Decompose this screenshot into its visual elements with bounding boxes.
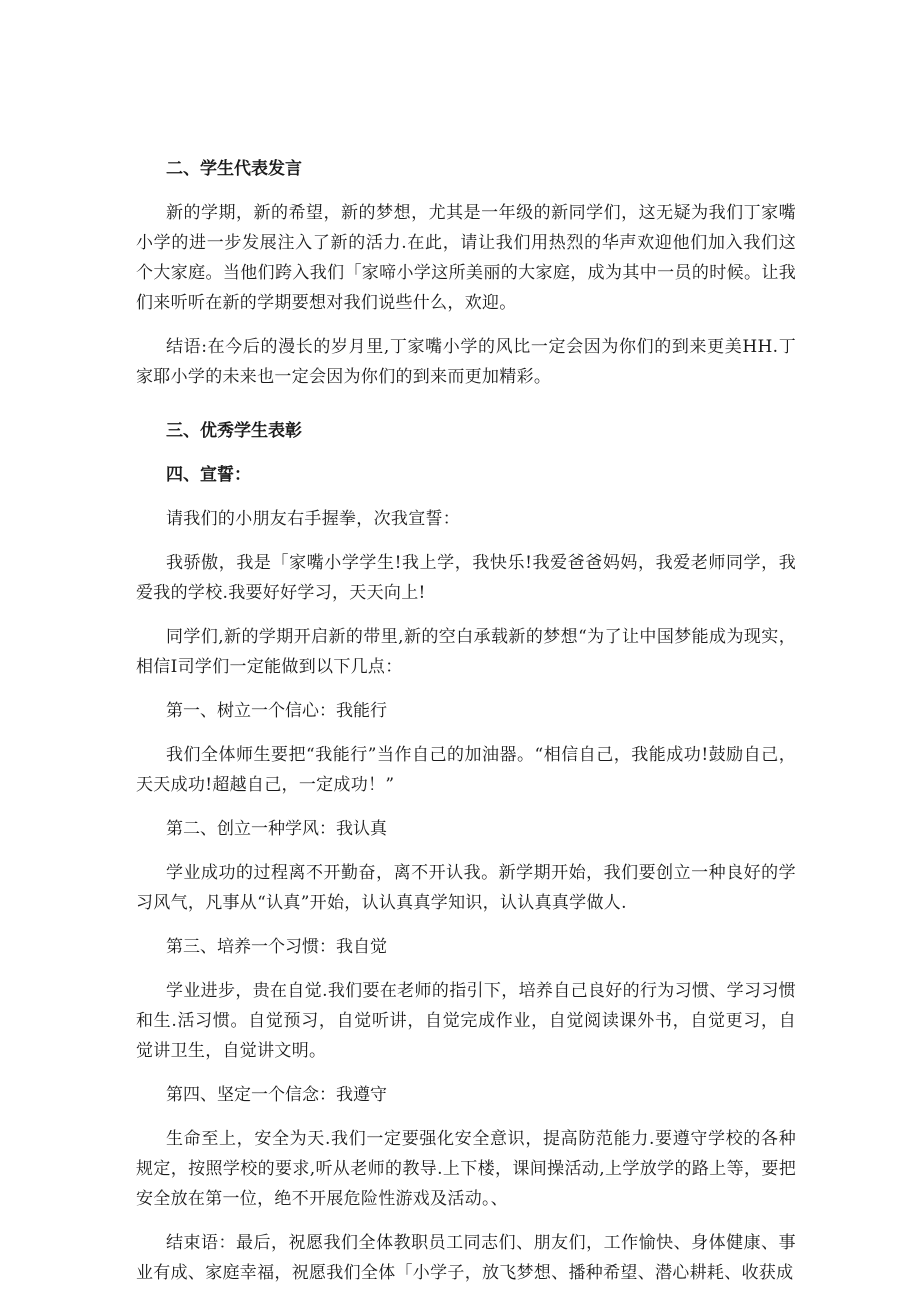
paragraph-closing: 结束语：最后，祝愿我们全体教职员工同志们、朋友们，工作愉快、身体健康、事业有成、家庭幸福，祝愿我们全体「小学子，放飞梦想、播种希望、潜心耕耗、收获成 [136,1233,796,1283]
point-4-text: 生命至上，安全为天.我们一定要强化安全意识，提高防范能力.要遵守学校的各种规定，按照学校的要求,听从老师的教导.上下楼，课间操活动,上学放学的路上等，要把安全放在第一位，绝不开展危险性游戏及活动。、 [136,1129,796,1209]
paragraph-dream: 同学们,新的学期开启新的带里,新的空白承载新的梦想“为了让中国梦能成为现实，相信I司学们一定能做到以下几点： [136,627,796,677]
paragraph-conclusion: 结语:在今后的漫长的岁月里,丁家嘴小学的风比一定会因为你们的到来更美HH.丁家耶小学的未来也一定会因为你们的到来而更加精彩。 [136,337,796,387]
section-heading-oath: 四、宣誓： [166,465,251,485]
point-1-text: 我们全体师生要把“我能行”当作自己的加油器。“相信自己，我能成功!鼓励自己，天天成功!超越自己，一定成功！” [136,745,796,795]
section-heading-commendation: 三、优秀学生表彰 [166,421,302,441]
paragraph-oath-intro: 请我们的小朋友右手握拳，次我宣誓： [166,509,461,529]
point-3-title: 第三、培养一个习惯：我自觉 [166,937,387,957]
point-2-title: 第二、创立一种学风：我认真 [166,819,387,839]
paragraph-new-semester: 新的学期，新的希望，新的梦想，尤其是一年级的新同学们，这无疑为我们丁家嘴小学的进一步发展注入了新的活力.在此，请让我们用热烈的华声欢迎他们加入我们这个大家庭。当他们跨入我们「家啼小学这所美丽的大家庭，成为其中一员的时候。让我们来听听在新的学期要想对我们说些什么，欢迎。 [136,203,796,313]
point-1-title: 第一、树立一个信心：我能行 [166,701,387,721]
document-body [136,154,796,1302]
point-2-text: 学业成功的过程离不开勤奋，离不开认我。新学期开始，我们要创立一种良好的学习风气，凡事从“认真”开始，认认真真学知识，认认真真学做人. [136,863,796,913]
point-4-title: 第四、坚定一个信念：我遵守 [166,1085,387,1105]
paragraph-oath-text: 我骄傲，我是「家嘴小学学生!我上学，我快乐!我爱爸爸妈妈，我爱老师同学，我爱我的学校.我要好好学习，天天向上! [136,553,796,603]
point-3-text: 学业进步，贵在自觉.我们要在老师的指引下，培养自己良好的行为习惯、学习习惯和生.活习惯。自觉预习，自觉听讲，自觉完成作业，自觉阅读课外书，自觉更习，自觉讲卫生，自觉讲文明。 [136,981,796,1061]
section-heading-student-speech: 二、学生代表发言 [166,159,302,179]
